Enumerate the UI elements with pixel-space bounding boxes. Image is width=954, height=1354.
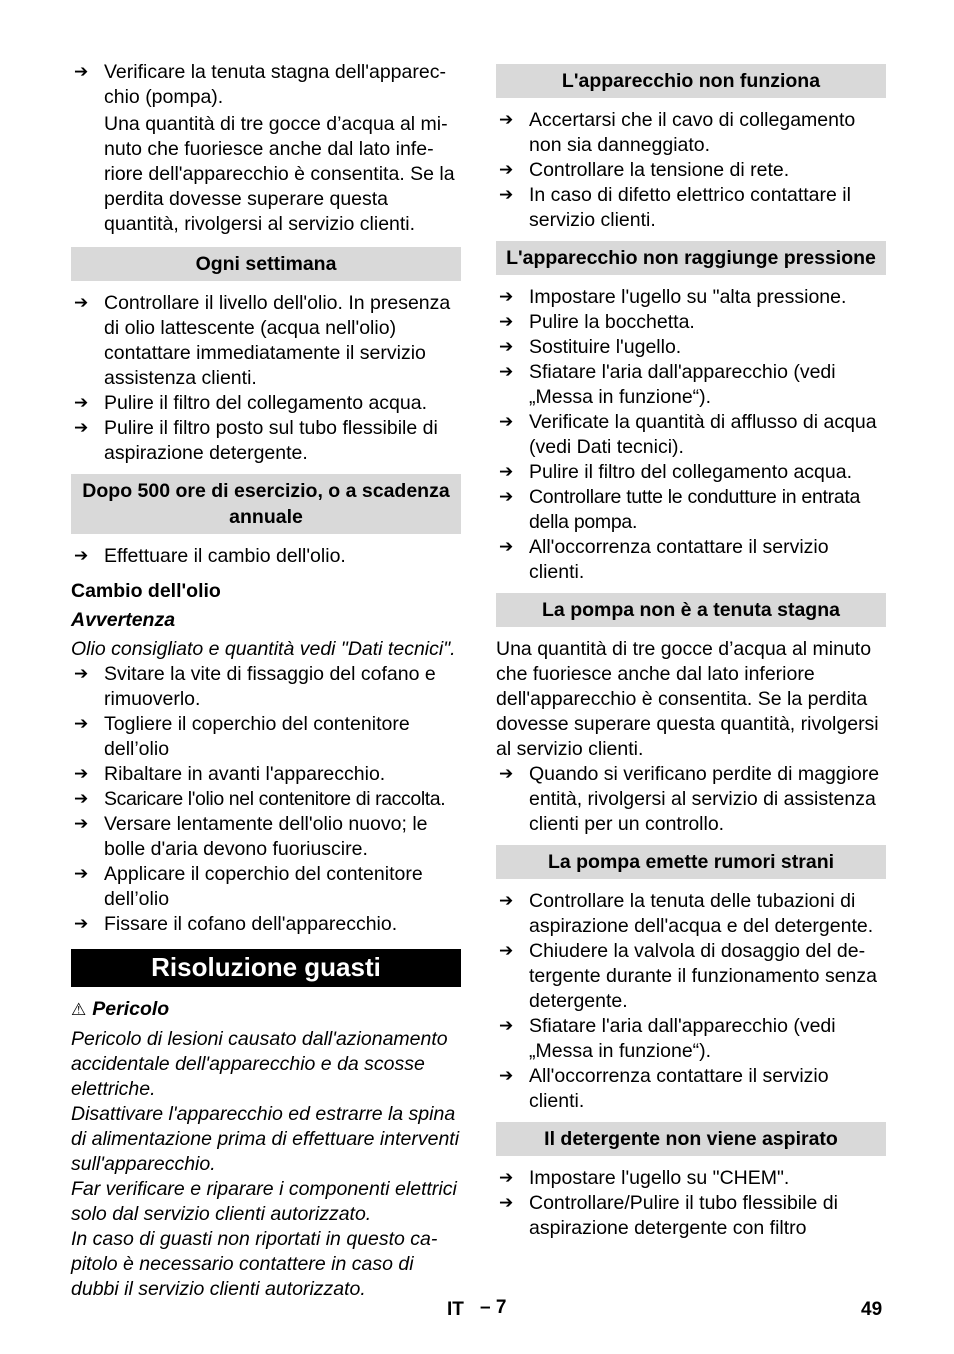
heading-pump-noise: La pompa emette rumori strani	[496, 845, 886, 879]
list-item: ➔ Applicare il coperchio del contenitore dell’olio	[71, 862, 461, 912]
list-item: ➔ Ribaltare in avanti l'apparecchio.	[71, 762, 461, 787]
list-item: ➔ Pulire il filtro del collegamento acqua.	[496, 460, 886, 485]
list-item: ➔ Effettuare il cambio dell'olio.	[71, 544, 461, 569]
heading-pump-leaking: La pompa non è a tenuta stagna	[496, 593, 886, 627]
list-item: ➔ Pulire il filtro posto sul tubo flessibile di aspirazione detergente.	[71, 416, 461, 466]
oil-change-title: Cambio dell'olio	[71, 580, 221, 602]
list-item: ➔ All'occorrenza contattare il servizio clienti.	[496, 1064, 886, 1114]
list-item: ➔ Scaricare l'olio nel contenitore di raccolta.	[71, 787, 461, 812]
list-item: ➔ Fissare il cofano dell'apparecchio.	[71, 912, 461, 937]
list-item: ➔ Sostituire l'ugello.	[496, 335, 886, 360]
list-item: ➔ Svitare la vite di fissaggio del cofano e rimuoverlo.	[71, 662, 461, 712]
danger-paragraph: Disattivare l'apparecchio ed estrarre la spina di alimentazione prima di effettuare interventi sull'apparecchio.	[71, 1103, 460, 1175]
list-item: ➔ In caso di difetto elettrico contattare il servizio clienti.	[496, 183, 886, 233]
heading-device-not-working: L'apparecchio non funziona	[496, 64, 886, 98]
heading-detergent-not-sucked: Il detergente non viene aspirato	[496, 1122, 886, 1156]
right-column	[496, 60, 886, 1241]
list-item: ➔ Controllare tutte le condutture in entrata della pompa.	[496, 485, 886, 535]
danger-paragraph: Far verificare e riparare i componenti elettrici solo dal servizio clienti autorizzato.	[71, 1178, 457, 1225]
danger-heading	[71, 997, 461, 1023]
list-item: ➔ Impostare l'ugello su "CHEM".	[496, 1166, 886, 1191]
danger-paragraph: Pericolo di lesioni causato dall'azionamento accidentale dell'apparecchio e da scosse elettriche.	[71, 1028, 448, 1100]
list-item: ➔ Chiudere la valvola di dosaggio del detergente durante il funzionamento senza detergente.	[496, 939, 886, 1014]
list-item: ➔ Controllare la tenuta delle tubazioni di aspirazione dell'acqua e del detergente.	[496, 889, 886, 939]
footer-section-page: – 7	[480, 1297, 507, 1318]
list-item: ➔ All'occorrenza contattare il servizio clienti.	[496, 535, 886, 585]
heading-no-pressure: L'apparecchio non raggiunge pressione	[496, 241, 886, 275]
left-column	[71, 60, 461, 1302]
list-item: ➔ Togliere il coperchio del contenitore dell’olio	[71, 712, 461, 762]
intro-note: Una quantità di tre gocce d’acqua al minuto che fuoriesce anche dal lato inferiore dell'apparecchio è consentita. Se la perdita dovesse superare questa quantità, rivolgersi al servizio clienti.	[104, 113, 455, 235]
list-item: ➔ Impostare l'ugello su "alta pressione.	[496, 285, 886, 310]
notice-text: Olio consigliato e quantità vedi "Dati tecnici".	[71, 638, 456, 660]
heading-weekly: Ogni settimana	[71, 247, 461, 281]
list-item: ➔ Versare lentamente dell'olio nuovo; le bolle d'aria devono fuoriuscire.	[71, 812, 461, 862]
list-item: ➔ Controllare il livello dell'olio. In presenza di olio lattescente (acqua nell'olio) contattare immediatamente il servizio assistenza clienti.	[71, 291, 461, 391]
footer-page-number: 49	[861, 1299, 883, 1320]
notice-title: Avvertenza	[71, 609, 176, 631]
list-item: ➔ Sfiatare l'aria dall'apparecchio (vedi „Messa in funzione“).	[496, 1014, 886, 1064]
list-item: ➔ Pulire il filtro del collegamento acqua.	[71, 391, 461, 416]
list-item: ➔ Quando si verificano perdite di maggiore entità, rivolgersi al servizio di assistenza clienti per un controllo.	[496, 762, 886, 837]
list-item: ➔ Verificate la quantità di afflusso di acqua (vedi Dati tecnici).	[496, 410, 886, 460]
heading-after-500-hours: Dopo 500 ore di esercizio, o a scadenza annuale	[71, 474, 461, 534]
section-title: Risoluzione guasti	[71, 949, 461, 987]
list-item: ➔ Accertarsi che il cavo di collegamento non sia danneggiato.	[496, 108, 886, 158]
list-item: ➔ Pulire la bocchetta.	[496, 310, 886, 335]
danger-paragraph: In caso di guasti non riportati in questo capitolo è necessario contattere in caso di dubbi il servizio clienti autorizzato.	[71, 1228, 438, 1300]
danger-title: Pericolo	[92, 998, 170, 1020]
list-item: ➔ Controllare/Pulire il tubo flessibile di aspirazione detergente con filtro	[496, 1191, 886, 1241]
warning-triangle-icon: ⚠	[71, 1000, 87, 1020]
footer-language: IT	[447, 1299, 464, 1320]
intro-bullet: ➔ Verificare la tenuta stagna dell'apparecchio (pompa).	[71, 60, 461, 110]
pump-leak-text: Una quantità di tre gocce d’acqua al minuto che fuoriesce anche dal lato inferiore dell'apparecchio è consentita. Se la perdita dovesse superare questa quantità, rivolgersi al servizio clienti.	[496, 638, 879, 760]
list-item: ➔ Controllare la tensione di rete.	[496, 158, 886, 183]
list-item: ➔ Sfiatare l'aria dall'apparecchio (vedi „Messa in funzione“).	[496, 360, 886, 410]
